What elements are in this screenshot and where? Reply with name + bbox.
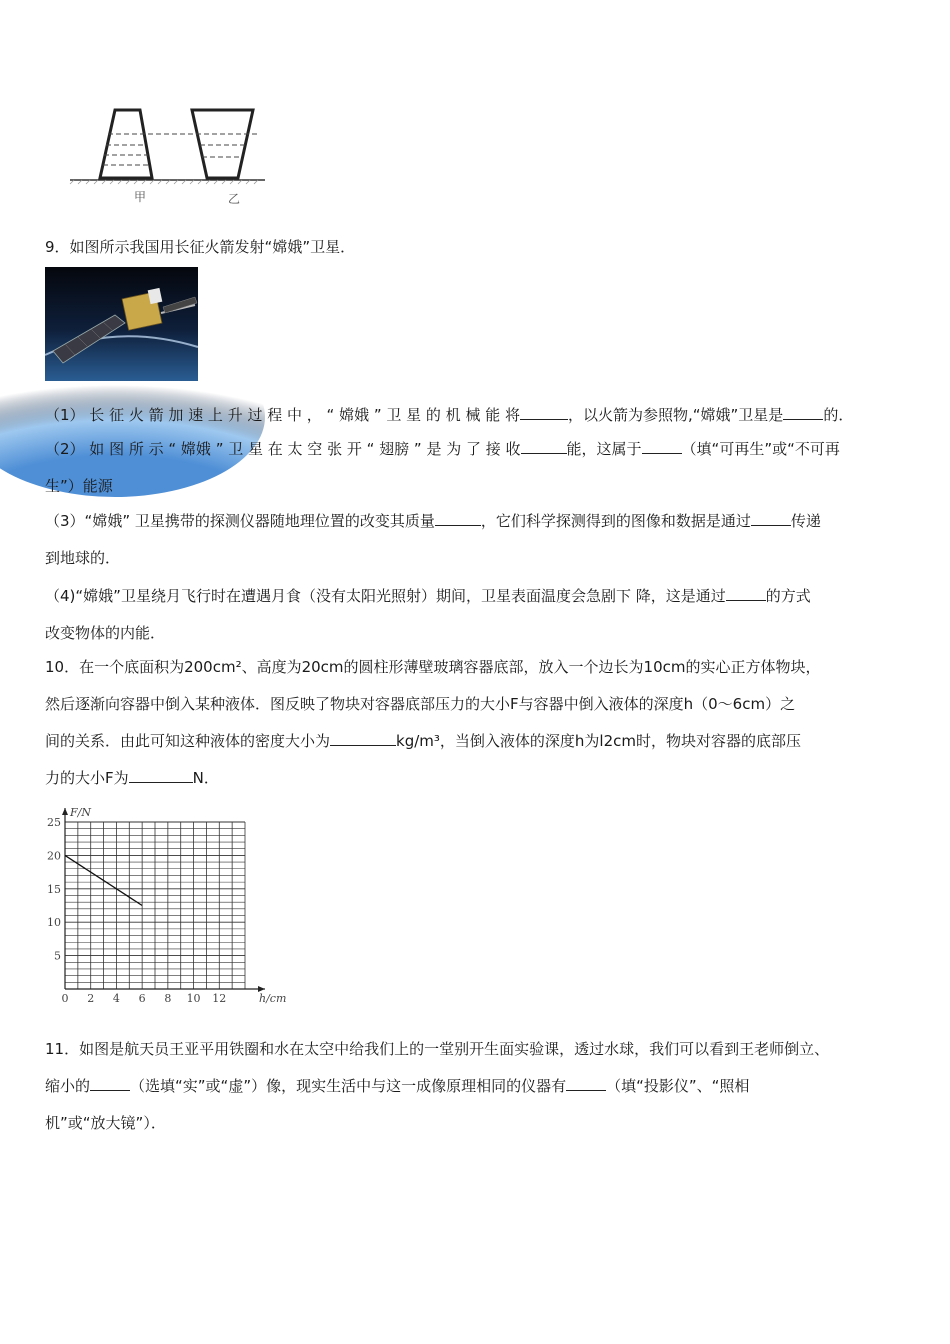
x-tick-label: 12 <box>212 992 227 1005</box>
force-depth-chart <box>40 800 287 1010</box>
q9-p3-text-a: （3）“嫦娥” 卫星携带的探测仪器随地理位置的改变其质量 <box>45 512 435 530</box>
q9-part2 <box>45 439 840 459</box>
container-label-left: 甲 <box>134 190 147 204</box>
q11-line3: 机”或“放大镜”）． <box>45 1114 166 1132</box>
answer-blank[interactable] <box>520 405 568 420</box>
y-tick-label: 15 <box>47 882 61 896</box>
x-tick-label: 10 <box>186 992 201 1005</box>
q10-l4-text-a: 力的大小F为 <box>45 769 129 787</box>
q9-part2-cont: 生”）能源 <box>45 477 113 495</box>
q9-part4 <box>45 586 811 606</box>
answer-blank[interactable] <box>751 511 791 526</box>
y-tick-label: 10 <box>47 916 61 930</box>
q9-p1-text-a: （1） 长 征 火 箭 加 速 上 升 过 程 中 ， “ 嫦娥 ” 卫 星 的 机 械 能 将 <box>45 406 520 424</box>
answer-blank[interactable] <box>726 586 766 601</box>
q9-p3-text-c: 传递 <box>790 512 821 530</box>
q11-l2-text-b: （选填“实”或“虚”）像，现实生活中与这一成像原理相同的仪器有 <box>130 1077 567 1095</box>
answer-blank[interactable] <box>642 439 682 454</box>
q9-part3-cont: 到地球的． <box>45 549 121 567</box>
q9-p2-text-a: （2） 如 图 所 示 “ 嫦娥 ” 卫 星 在 太 空 张 开 “ 翅膀 ” 是 为 了 接 收 <box>45 440 521 458</box>
q9-p4-text-a: （4)“嫦娥”卫星绕月飞行时在遭遇月食（没有太阳光照射）期间，卫星表面温度会急剧下 降，这是通过 <box>45 587 726 605</box>
y-tick-label: 5 <box>54 949 61 963</box>
y-axis-label: F/N <box>70 806 91 819</box>
answer-blank[interactable] <box>783 405 823 420</box>
x-tick-label: 8 <box>164 992 172 1005</box>
x-tick-label: 4 <box>112 992 120 1005</box>
y-tick-label: 20 <box>47 849 61 863</box>
q10-line4 <box>45 768 219 788</box>
x-tick-label: 0 <box>61 992 69 1005</box>
q9-p2-text-b: 能，这属于 <box>566 440 642 458</box>
q9-p2-text-c: （填“可再生”或“不可再 <box>681 440 840 458</box>
answer-blank[interactable] <box>566 1076 606 1091</box>
q9-p1-text-c: 的． <box>823 406 854 424</box>
answer-blank[interactable] <box>90 1076 130 1091</box>
q9-p4-text-b: 的方式 <box>765 587 811 605</box>
q10-line2: 然后逐渐向容器中倒入某种液体．图反映了物块对容器底部压力的大小F与容器中倒入液体的深度h（0～6cm）之 <box>45 695 796 713</box>
q11-l2-text-a: 缩小的 <box>45 1077 91 1095</box>
y-tick-label: 25 <box>47 816 61 829</box>
x-tick-label: 2 <box>87 992 95 1005</box>
x-axis-label: h/cm <box>259 992 287 1005</box>
y-axis-arrow <box>62 808 68 815</box>
q9-part1 <box>45 405 853 425</box>
answer-blank[interactable] <box>330 731 396 746</box>
answer-blank[interactable] <box>521 439 567 454</box>
answer-blank[interactable] <box>435 511 481 526</box>
answer-blank[interactable] <box>129 768 193 783</box>
q10-l4-text-b: N． <box>192 769 219 787</box>
q10-l3-text-a: 间的关系．由此可知这种液体的密度大小为 <box>45 732 331 750</box>
q11-l2-text-c: （填“投影仪”、“照相 <box>606 1077 750 1095</box>
q9-p1-text-b: ，以火箭为参照物,“嫦娥”卫星是 <box>568 406 784 424</box>
x-tick-label: 6 <box>138 992 146 1005</box>
satellite-image <box>45 267 198 381</box>
q9-p3-text-b: ，它们科学探测得到的图像和数据是通过 <box>480 512 751 530</box>
q9-part4-cont: 改变物体的内能． <box>45 624 166 642</box>
q9-title: 9．如图所示我国用长征火箭发射“嫦娥”卫星． <box>45 238 356 256</box>
q9-part3 <box>45 511 821 531</box>
q11-line1: 11．如图是航天员王亚平用铁圈和水在太空中给我们上的一堂别开生面实验课，透过水球，我们可以看到王老师倒立、 <box>45 1040 830 1058</box>
q10-line1: 10．在一个底面积为200cm²、高度为20cm的圆柱形薄壁玻璃容器底部，放入一个边长为10cm的实心正方体物块， <box>45 658 821 676</box>
q10-line3 <box>45 731 801 751</box>
q10-l3-text-b: kg/m³，当倒入液体的深度h为l2cm时，物块对容器的底部压 <box>396 732 801 750</box>
container-label-right: 乙 <box>228 192 241 206</box>
q11-line2 <box>45 1076 749 1096</box>
